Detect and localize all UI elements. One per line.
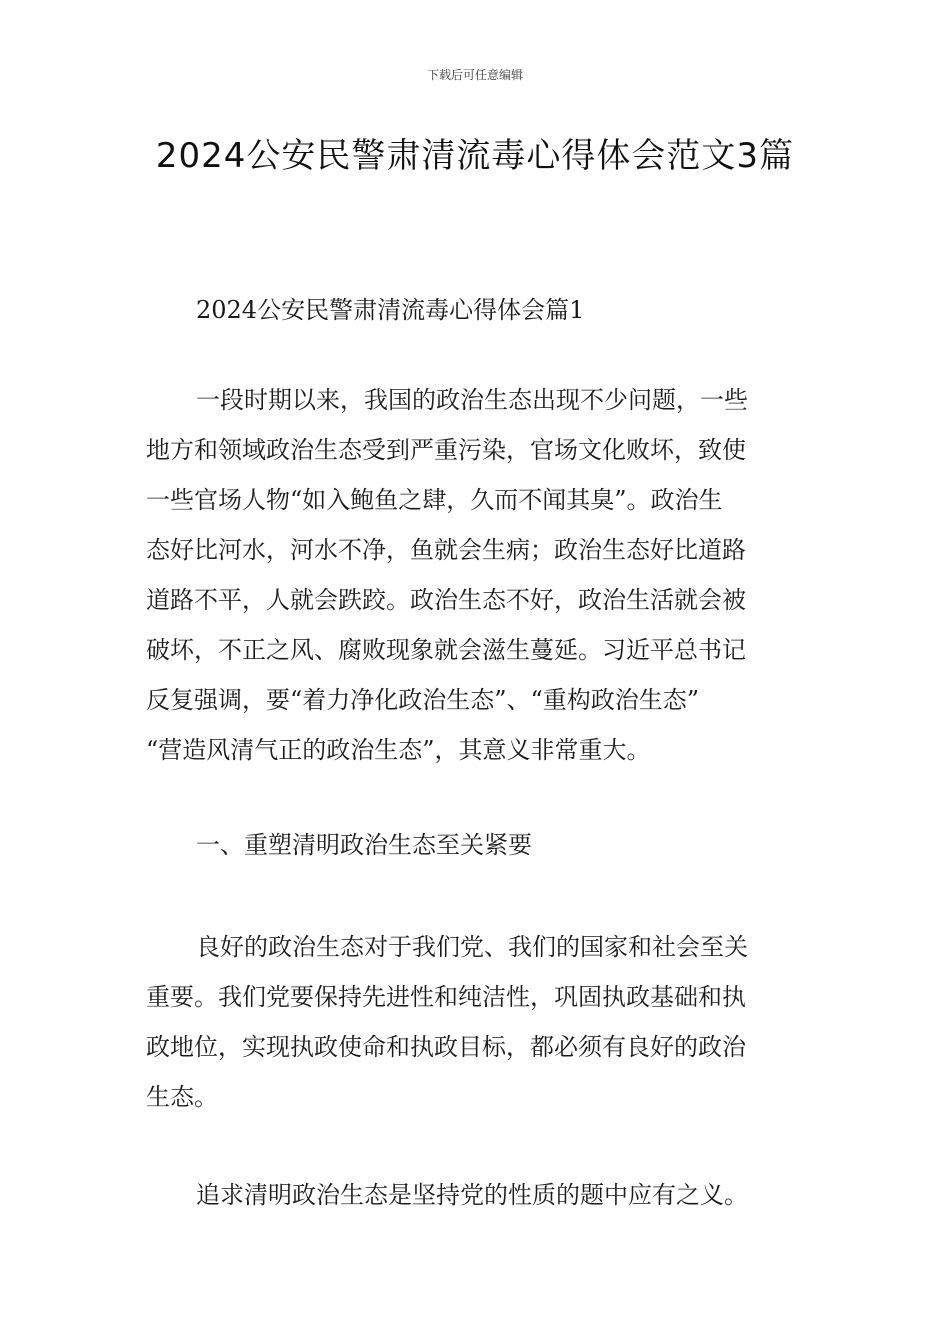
header-note: 下载后可任意编辑 [426, 68, 523, 82]
paragraph-line: 反复强调，要“着力净化政治生态”、“重构政治生态” [146, 686, 700, 714]
paragraph-line: 一些官场人物“如入鲍鱼之肆，久而不闻其臭”。政治生 [146, 486, 723, 514]
paragraph-2 [146, 922, 810, 1122]
paragraph-line: 破坏，不正之风、腐败现象就会滋生蔓延。习近平总书记 [146, 636, 746, 664]
subheading-1-text: 一、重塑清明政治生态至关紧要 [196, 831, 532, 859]
paragraph-line: 重要。我们党要保持先进性和纯洁性，巩固执政基础和执 [146, 983, 746, 1011]
paragraph-line: “营造风清气正的政治生态”，其意义非常重大。 [146, 736, 651, 764]
paragraph-line: 生态。 [146, 1083, 218, 1111]
paragraph-line: 道路不平，人就会跌跤。政治生态不好，政治生活就会被 [146, 586, 746, 614]
paragraph-line: 态好比河水，河水不净，鱼就会生病；政治生态好比道路 [146, 536, 746, 564]
paragraph-line: 地方和领域政治生态受到严重污染，官场文化败坏，致使 [146, 436, 746, 464]
paragraph-line: 良好的政治生态对于我们党、我们的国家和社会至关 [196, 933, 748, 961]
section-heading [146, 285, 810, 335]
section-heading-text: 2024公安民警肃清流毒心得体会篇1 [196, 296, 585, 324]
subheading-1 [146, 820, 810, 870]
paragraph-line: 政地位，实现执政使命和执政目标，都必须有良好的政治 [146, 1033, 746, 1061]
paragraph-1 [146, 375, 810, 775]
paragraph-3 [146, 1170, 810, 1220]
document-title: 2024公安民警肃清流毒心得体会范文3篇 [155, 136, 795, 176]
paragraph-line: 一段时期以来，我国的政治生态出现不少问题，一些 [196, 386, 748, 414]
paragraph-3-text: 追求清明政治生态是坚持党的性质的题中应有之义。 [196, 1181, 748, 1209]
